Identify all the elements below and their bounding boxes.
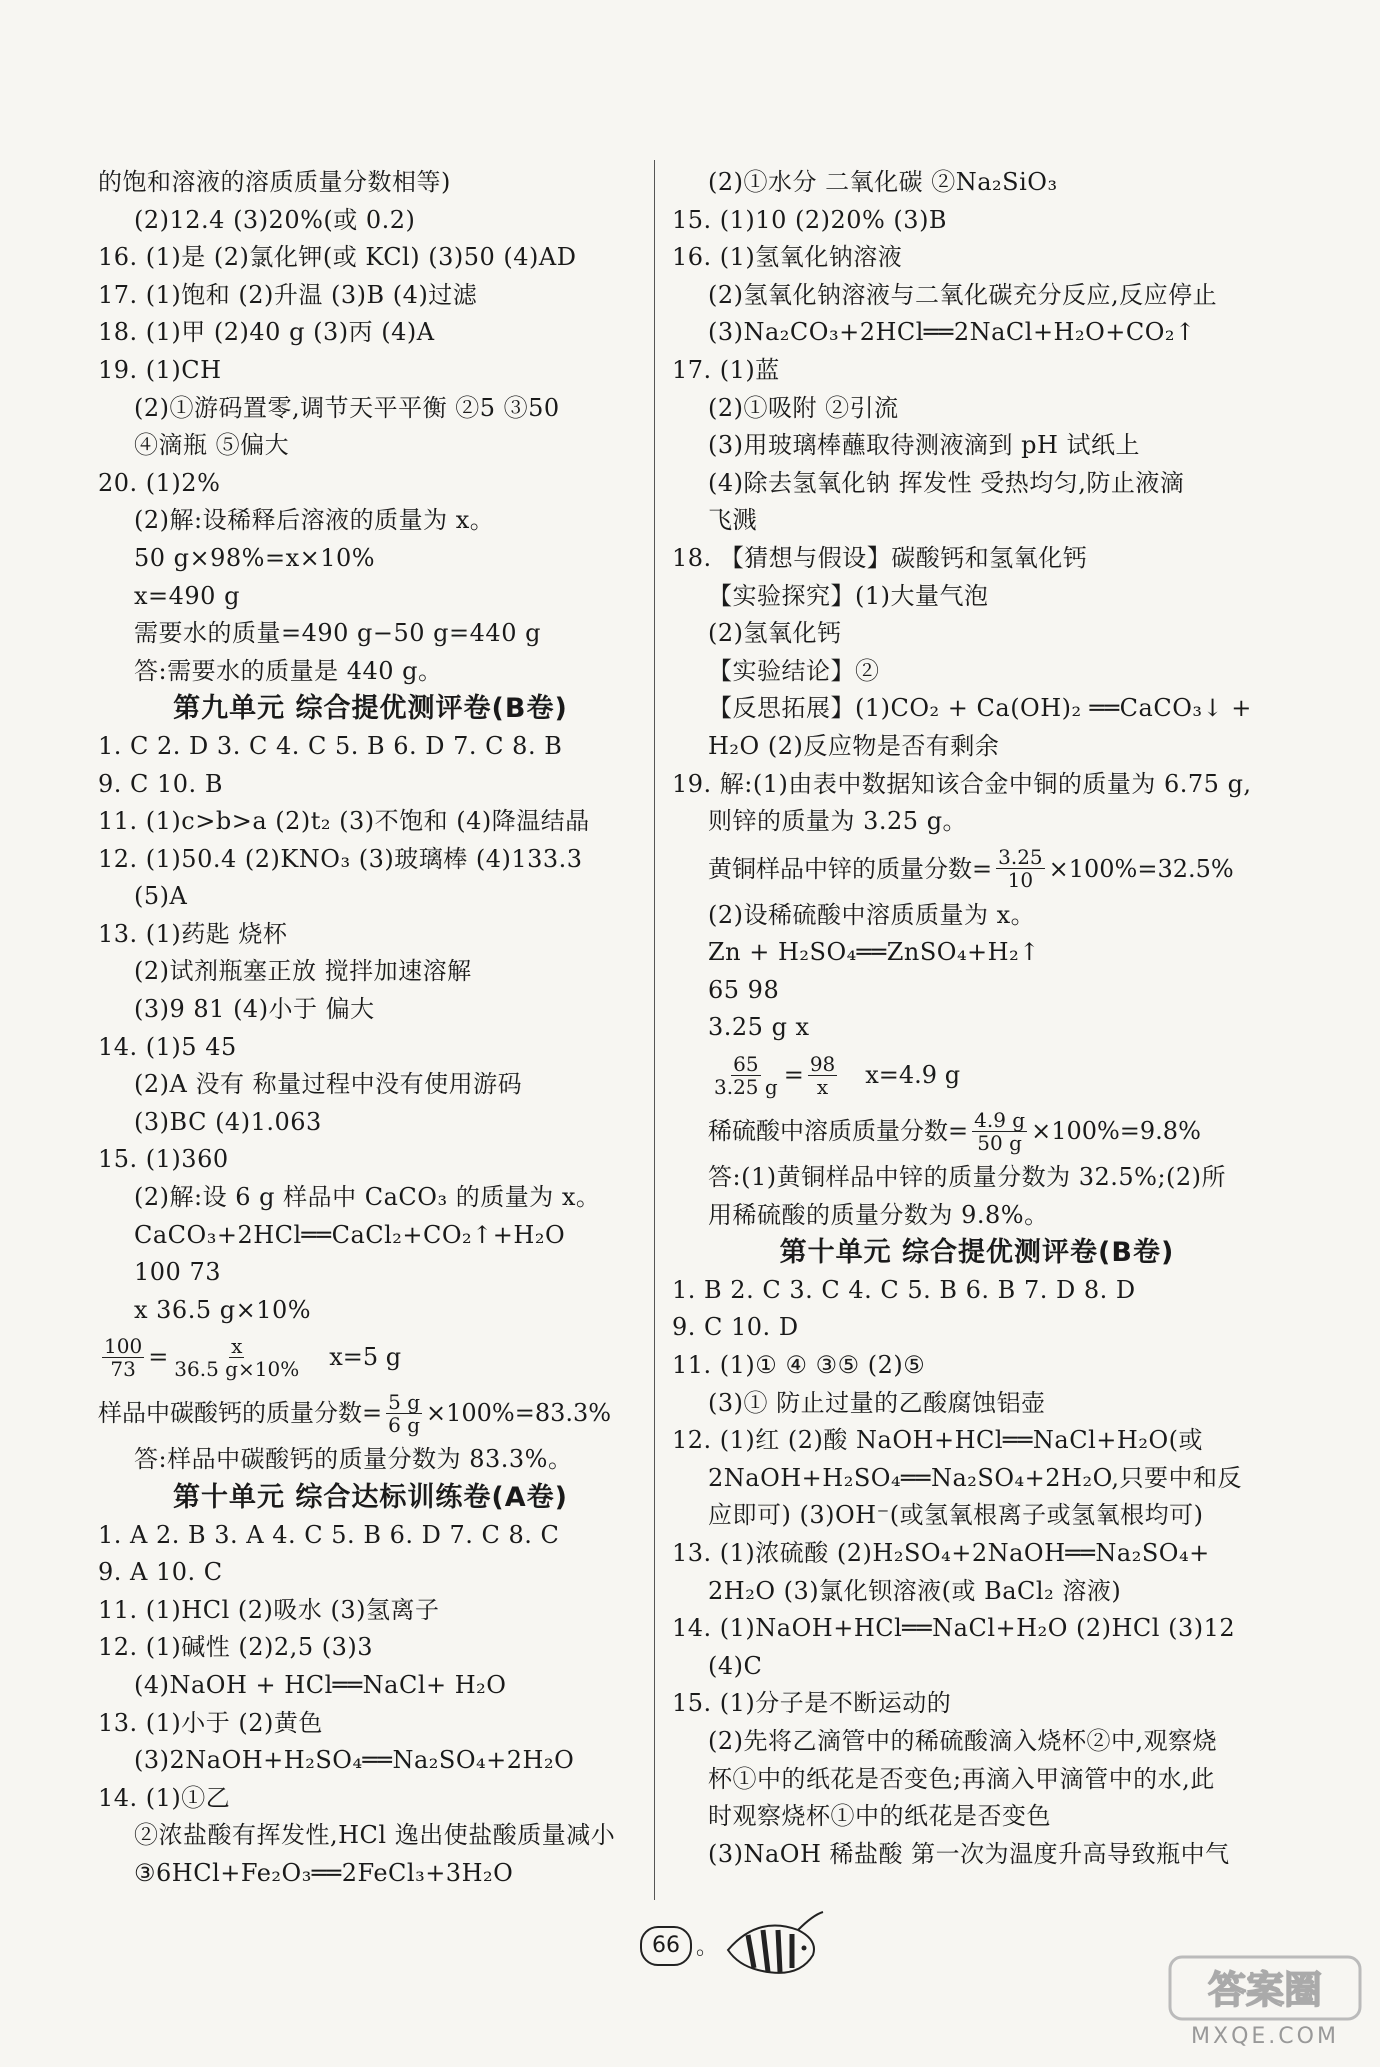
left-answer-line: 50 g×98%=x×10% [134,543,376,572]
right-answer-line: Zn + H₂SO₄══ZnSO₄+H₂↑ [708,938,1040,967]
right-answer-line: 12. (1)红 (2)酸 NaOH+HCl══NaCl+H₂O(或 [672,1426,1203,1455]
left-answer-line: 17. (1)饱和 (2)升温 (3)B (4)过滤 [98,280,478,309]
left-answer-line: 9. C 10. B [98,769,223,798]
left-column [98,164,643,1893]
left-answer-line: 12. (1)50.4 (2)KNO₃ (3)玻璃棒 (4)133.3 [98,844,583,873]
left-answer-line: 1. C 2. D 3. C 4. C 5. B 6. D 7. C 8. B [98,731,563,760]
watermark-logo [1166,1951,1366,2055]
left-answer-line: 14. (1)①乙 [98,1783,231,1812]
right-answer-line: (3)NaOH 稀盐酸 第一次为温度升高导致瓶中气 [708,1839,1230,1868]
column-divider [654,160,655,1900]
left-answer-line: (2)A 没有 称量过程中没有使用游码 [134,1070,523,1099]
right-answer-line: 18. 【猜想与假设】碳酸钙和氢氧化钙 [672,543,1088,572]
watermark-text: 答案圈 [1207,1968,1323,2012]
right-answer-line: (3)① 防止过量的乙酸腐蚀铝壶 [708,1388,1046,1417]
left-answer-line: 1. A 2. B 3. A 4. C 5. B 6. D 7. C 8. C [98,1520,560,1549]
right-answer-line: 15. (1)分子是不断运动的 [672,1689,952,1718]
left-answer-line: 20. (1)2% [98,468,221,497]
right-answer-line: (2)①水分 二氧化碳 ②Na₂SiO₃ [708,168,1058,196]
left-answer-line: CaCO₃+2HCl══CaCl₂+CO₂↑+H₂O [134,1220,566,1249]
right-answer-line: (2)氢氧化钙 [708,619,842,648]
right-answer-line: (2)①吸附 ②引流 [708,393,899,422]
left-answer-line: 答:样品中碳酸钙的质量分数为 83.3%。 [134,1445,573,1474]
right-answer-line: 【实验探究】(1)大量气泡 [708,581,989,610]
watermark-icon [1166,1951,1366,2051]
right-answer-line: 杯①中的纸花是否变色;再滴入甲滴管中的水,此 [708,1764,1215,1793]
right-answer-line: 用稀硫酸的质量分数为 9.8%。 [708,1200,1049,1229]
left-answer-line: ③6HCl+Fe₂O₃══2FeCl₃+3H₂O [134,1858,514,1887]
left-answer-line: 100 73 [134,1258,221,1287]
fish-icon [718,1910,828,1990]
left-answer-line: (2)12.4 (3)20%(或 0.2) [134,205,416,234]
left-answer-line: 9. A 10. C [98,1558,223,1587]
right-answer-line: 15. (1)10 (2)20% (3)B [672,205,948,234]
right-answer-line: 飞溅 [708,506,757,535]
right-answer-line: 13. (1)浓硫酸 (2)H₂SO₄+2NaOH══Na₂SO₄+ [672,1539,1210,1567]
right-answer-line: 11. (1)① ④ ③⑤ (2)⑤ [672,1351,926,1380]
left-answer-line: (2)①游码置零,调节天平平衡 ②5 ③50 [134,393,560,422]
right-answer-line: 16. (1)氢氧化钠溶液 [672,243,903,272]
left-answer-line: (2)试剂瓶塞正放 搅拌加速溶解 [134,957,472,986]
right-answer-line: 应即可) (3)OH⁻(或氢氧根离子或氢氧根均可) [708,1501,1204,1530]
right-answer-line: 9. C 10. D [672,1313,799,1342]
right-answer-line: 【反思拓展】(1)CO₂ + Ca(OH)₂ ══CaCO₃↓ + [708,694,1252,723]
right-answer-line: (2)设稀硫酸中溶质质量为 x。 [708,900,1036,929]
left-answer-line: (3)BC (4)1.063 [134,1107,322,1136]
right-answer-line: 14. (1)NaOH+HCl══NaCl+H₂O (2)HCl (3)12 [672,1614,1236,1643]
left-answer-line: x 36.5 g×10% [134,1295,312,1324]
left-answer-line: 13. (1)小于 (2)黄色 [98,1708,323,1737]
left-answer-line: 16. (1)是 (2)氯化钾(或 KCl) (3)50 (4)AD [98,243,577,272]
left-answer-line: 答:需要水的质量是 440 g。 [134,656,443,685]
right-answer-line: 答:(1)黄铜样品中锌的质量分数为 32.5%;(2)所 [708,1163,1227,1192]
left-answer-line: ②浓盐酸有挥发性,HCl 逸出使盐酸质量减小 [134,1821,616,1850]
left-answer-line: 11. (1)c>b>a (2)t₂ (3)不饱和 (4)降温结晶 [98,807,590,836]
equation-ratio-caco3: $\frac{100}{73}$ = $\frac{x}{36.5 g\times 10\%}$ x=5 g [104,1333,402,1381]
right-answer-line: (4)C [708,1651,763,1680]
right-answer-line: 则锌的质量为 3.25 g。 [708,807,968,836]
right-answer-line: 19. 解:(1)由表中数据知该合金中铜的质量为 6.75 g, [672,769,1252,798]
left-section-heading: 第九单元 综合提优测评卷(B卷) [173,693,568,725]
right-answer-line: 2H₂O (3)氯化钡溶液(或 BaCl₂ 溶液) [708,1576,1122,1605]
left-answer-line: ④滴瓶 ⑤偏大 [134,431,290,460]
watermark-url: MXQE.COM [1191,2024,1339,2049]
right-answer-line: 3.25 g x [708,1013,810,1042]
left-answer-line: (2)解:设 6 g 样品中 CaCO₃ 的质量为 x。 [134,1183,601,1212]
left-answer-line: 11. (1)HCl (2)吸水 (3)氢离子 [98,1595,440,1624]
right-column [672,164,1282,1873]
right-answer-line: H₂O (2)反应物是否有剩余 [708,731,1000,760]
left-answer-line: (3)2NaOH+H₂SO₄══Na₂SO₄+2H₂O [134,1746,575,1775]
left-answer-line: 18. (1)甲 (2)40 g (3)丙 (4)A [98,318,435,347]
right-answer-line: 1. B 2. C 3. C 4. C 5. B 6. B 7. D 8. D [672,1275,1136,1304]
right-section-heading: 第十单元 综合提优测评卷(B卷) [779,1237,1175,1269]
right-answer-line: 17. (1)蓝 [672,355,780,384]
left-answer-line: (3)9 81 (4)小于 偏大 [134,995,375,1024]
left-answer-line: 12. (1)碱性 (2)2,5 (3)3 [98,1633,373,1662]
page-number: 66 [640,1926,692,1966]
page-dot: 。 [696,1935,719,1960]
left-answer-line: (2)解:设稀释后溶液的质量为 x。 [134,506,495,535]
left-answer-line: 19. (1)CH [98,355,222,384]
right-answer-line: (4)除去氢氧化钠 挥发性 受热均匀,防止液滴 [708,468,1185,497]
left-answer-line: 15. (1)360 [98,1145,229,1174]
page-footer [640,1910,880,1990]
left-answer-line: 13. (1)药匙 烧杯 [98,919,288,948]
right-answer-line: (2)氢氧化钠溶液与二氧化碳充分反应,反应停止 [708,280,1218,309]
right-answer-line: (3)Na₂CO₃+2HCl══2NaCl+H₂O+CO₂↑ [708,318,1196,347]
left-answer-line: 14. (1)5 45 [98,1032,237,1061]
right-answer-line: 时观察烧杯①中的纸花是否变色 [708,1802,1051,1831]
left-answer-line: x=490 g [134,581,240,610]
left-answer-line: (5)A [134,882,188,911]
right-answer-line: 【实验结论】② [708,656,880,685]
equation-acid-fraction: 稀硫酸中溶质质量分数= $\frac{4.9 g}{50 g}$ ×100%=9.8% [708,1107,1201,1155]
right-answer-line: (3)用玻璃棒蘸取待测液滴到 pH 试纸上 [708,431,1141,460]
equation-ratio-zinc: $\frac{65}{3.25 g}$ = $\frac{98}{x}$ x=4.9 g [714,1051,961,1099]
left-section-heading: 第十单元 综合达标训练卷(A卷) [173,1482,568,1513]
right-answer-line: 2NaOH+H₂SO₄══Na₂SO₄+2H₂O,只要中和反 [708,1463,1242,1492]
left-answer-line: 需要水的质量=490 g−50 g=440 g [134,619,541,648]
right-answer-line: (2)先将乙滴管中的稀硫酸滴入烧杯②中,观察烧 [708,1726,1218,1755]
right-answer-line: 65 98 [708,975,780,1004]
left-answer-line: (4)NaOH + HCl══NaCl+ H₂O [134,1670,507,1699]
left-answer-line: 的饱和溶液的溶质质量分数相等) [98,168,451,196]
equation-zinc-fraction: 黄铜样品中锌的质量分数= $\frac{3.25}{10}$ ×100%=32.5% [708,845,1234,893]
equation-caco3-fraction: 样品中碳酸钙的质量分数= $\frac{5 g}{6 g}$ ×100%=83.3% [98,1389,612,1437]
